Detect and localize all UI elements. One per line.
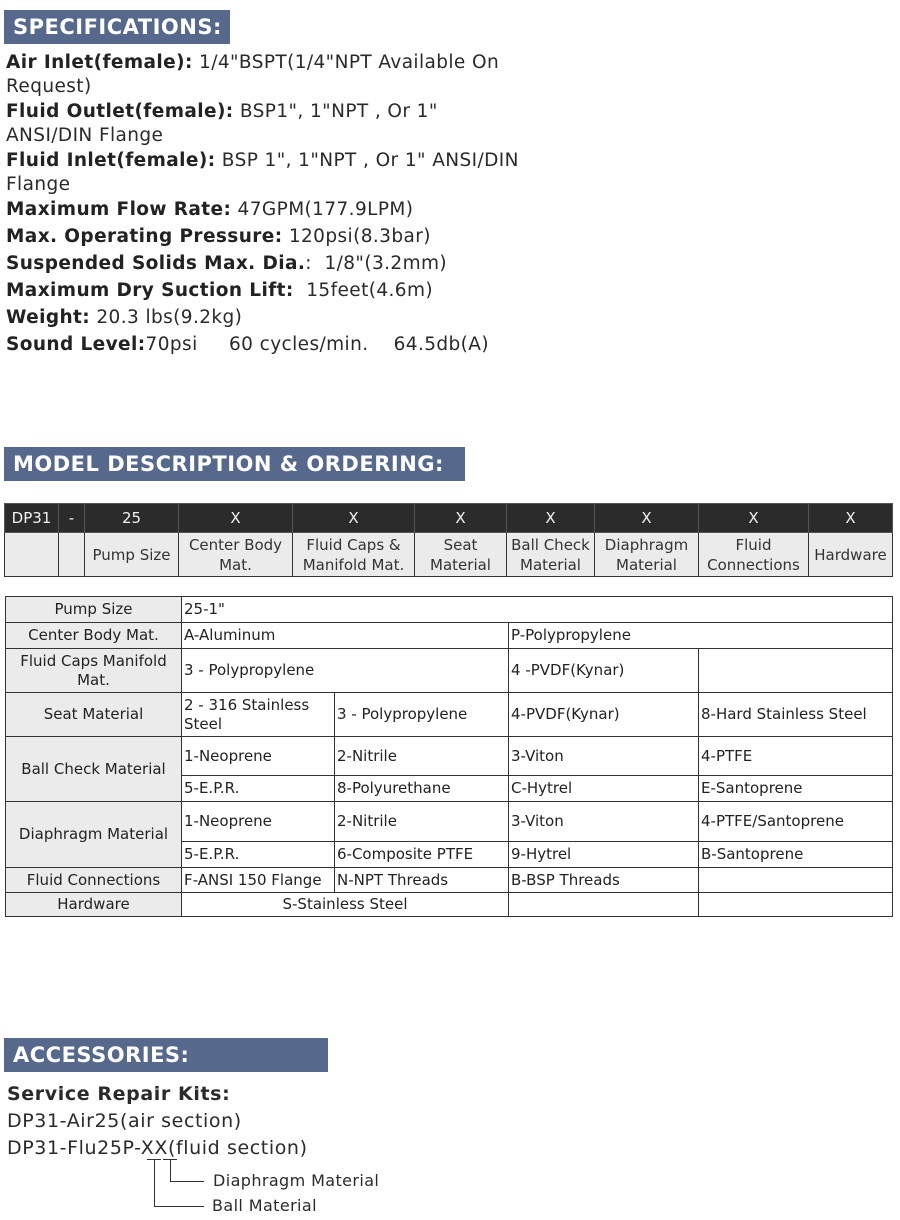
kit-fluid-section: DP31-Flu25P-XX(fluid section) xyxy=(7,1137,308,1159)
option-value: 4-PVDF(Kynar) xyxy=(509,693,699,737)
model-code-table xyxy=(4,503,893,577)
accessories-block xyxy=(7,1081,308,1162)
model-description-row xyxy=(5,533,893,577)
option-value: S-Stainless Steel xyxy=(182,893,509,917)
option-value: 5-E.P.R. xyxy=(182,842,335,868)
option-row-seat xyxy=(6,693,893,737)
option-value: 5-E.P.R. xyxy=(182,776,335,802)
desc-seat: Seat Material xyxy=(415,533,507,577)
desc-diaphragm: Diaphragm Material xyxy=(595,533,699,577)
spec-fluid-inlet: Fluid Inlet(female): BSP 1", 1"NPT , Or 1" ANSI/DIN Flange xyxy=(6,150,519,195)
option-value: 4-PTFE xyxy=(699,737,893,776)
option-label: Hardware xyxy=(6,893,182,917)
option-value: F-ANSI 150 Flange xyxy=(182,868,335,893)
callout-line-diaphragm xyxy=(170,1181,204,1182)
option-value: 4 -PVDF(Kynar) xyxy=(509,649,699,693)
option-value xyxy=(699,893,893,917)
callout-diaphragm-material: Diaphragm Material xyxy=(213,1171,380,1190)
code-seat: X xyxy=(415,504,507,533)
code-fluid-caps: X xyxy=(293,504,415,533)
option-label: Fluid Caps Manifold Mat. xyxy=(6,649,182,693)
callout-line-ball xyxy=(154,1206,204,1207)
desc-fluid-connections: Fluid Connections xyxy=(699,533,809,577)
option-value: N-NPT Threads xyxy=(335,868,509,893)
callout-line-ball xyxy=(154,1160,155,1207)
option-label: Seat Material xyxy=(6,693,182,737)
desc-hardware: Hardware xyxy=(809,533,893,577)
option-value: P-Polypropylene xyxy=(509,623,893,649)
desc-pump-size: Pump Size xyxy=(85,533,179,577)
spec-max-flow-rate: Maximum Flow Rate: 47GPM(177.9LPM) xyxy=(6,199,414,220)
option-value: B-Santoprene xyxy=(699,842,893,868)
service-repair-kits-title: Service Repair Kits: xyxy=(7,1083,231,1105)
option-value: 3 - Polypropylene xyxy=(182,649,509,693)
option-value: A-Aluminum xyxy=(182,623,509,649)
option-value: 2-Nitrile xyxy=(335,802,509,842)
option-value: 3-Viton xyxy=(509,737,699,776)
option-value xyxy=(699,649,893,693)
spec-suspended-solids: Suspended Solids Max. Dia.: 1/8"(3.2mm) xyxy=(6,253,448,274)
option-value: C-Hytrel xyxy=(509,776,699,802)
option-row-fluid-connections xyxy=(6,868,893,893)
code-ball-check: X xyxy=(507,504,595,533)
option-value xyxy=(699,868,893,893)
option-value: 1-Neoprene xyxy=(182,737,335,776)
spec-fluid-outlet: Fluid Outlet(female): BSP1", 1"NPT , Or 1" ANSI/DIN Flange xyxy=(6,101,438,146)
model-code-row xyxy=(5,504,893,533)
options-table xyxy=(5,596,893,917)
callout-line-diaphragm xyxy=(170,1160,171,1182)
option-value: 4-PTFE/Santoprene xyxy=(699,802,893,842)
kit-code-xx: XX xyxy=(140,1137,168,1159)
accessories-header: ACCESSORIES: xyxy=(4,1038,328,1072)
option-value: 2 - 316 Stainless Steel xyxy=(182,693,335,737)
option-row-diaphragm xyxy=(6,802,893,842)
code-diaphragm: X xyxy=(595,504,699,533)
option-value: 2-Nitrile xyxy=(335,737,509,776)
option-row-pump-size xyxy=(6,597,893,623)
desc-fluid-caps: Fluid Caps & Manifold Mat. xyxy=(293,533,415,577)
spec-weight: Weight: 20.3 lbs(9.2kg) xyxy=(6,307,243,328)
code-dash: - xyxy=(59,504,85,533)
option-value: 8-Polyurethane xyxy=(335,776,509,802)
desc-blank xyxy=(5,533,59,577)
option-value: B-BSP Threads xyxy=(509,868,699,893)
desc-blank xyxy=(59,533,85,577)
option-row-center-body xyxy=(6,623,893,649)
desc-ball-check: Ball Check Material xyxy=(507,533,595,577)
code-center-body: X xyxy=(179,504,293,533)
option-value: 1-Neoprene xyxy=(182,802,335,842)
specifications-list xyxy=(6,51,526,360)
option-value: 25-1" xyxy=(182,597,893,623)
code-series: DP31 xyxy=(5,504,59,533)
option-value: 6-Composite PTFE xyxy=(335,842,509,868)
specifications-header: SPECIFICATIONS: xyxy=(4,10,230,44)
code-fluid-connections: X xyxy=(699,504,809,533)
option-value: 8-Hard Stainless Steel xyxy=(699,693,893,737)
spec-sound-level: Sound Level:70psi 60 cycles/min. 64.5db(A) xyxy=(6,334,489,355)
option-label: Ball Check Material xyxy=(6,737,182,802)
kit-air-section: DP31-Air25(air section) xyxy=(7,1110,242,1132)
option-label: Center Body Mat. xyxy=(6,623,182,649)
option-value: 3-Viton xyxy=(509,802,699,842)
desc-center-body: Center Body Mat. xyxy=(179,533,293,577)
option-value: E-Santoprene xyxy=(699,776,893,802)
option-value: 3 - Polypropylene xyxy=(335,693,509,737)
callout-ball-material: Ball Material xyxy=(212,1196,317,1215)
spec-air-inlet: Air Inlet(female): 1/4"BSPT(1/4"NPT Available On Request) xyxy=(6,52,500,97)
spec-max-operating-pressure: Max. Operating Pressure: 120psi(8.3bar) xyxy=(6,226,431,247)
option-value: 9-Hytrel xyxy=(509,842,699,868)
option-value xyxy=(509,893,699,917)
option-row-ball-check xyxy=(6,737,893,776)
option-row-fluid-caps xyxy=(6,649,893,693)
option-label: Pump Size xyxy=(6,597,182,623)
code-hardware: X xyxy=(809,504,893,533)
spec-dry-suction-lift: Maximum Dry Suction Lift: 15feet(4.6m) xyxy=(6,280,434,301)
code-pump-size: 25 xyxy=(85,504,179,533)
option-row-hardware xyxy=(6,893,893,917)
option-label: Fluid Connections xyxy=(6,868,182,893)
model-description-header: MODEL DESCRIPTION & ORDERING: xyxy=(4,447,465,481)
option-label: Diaphragm Material xyxy=(6,802,182,868)
